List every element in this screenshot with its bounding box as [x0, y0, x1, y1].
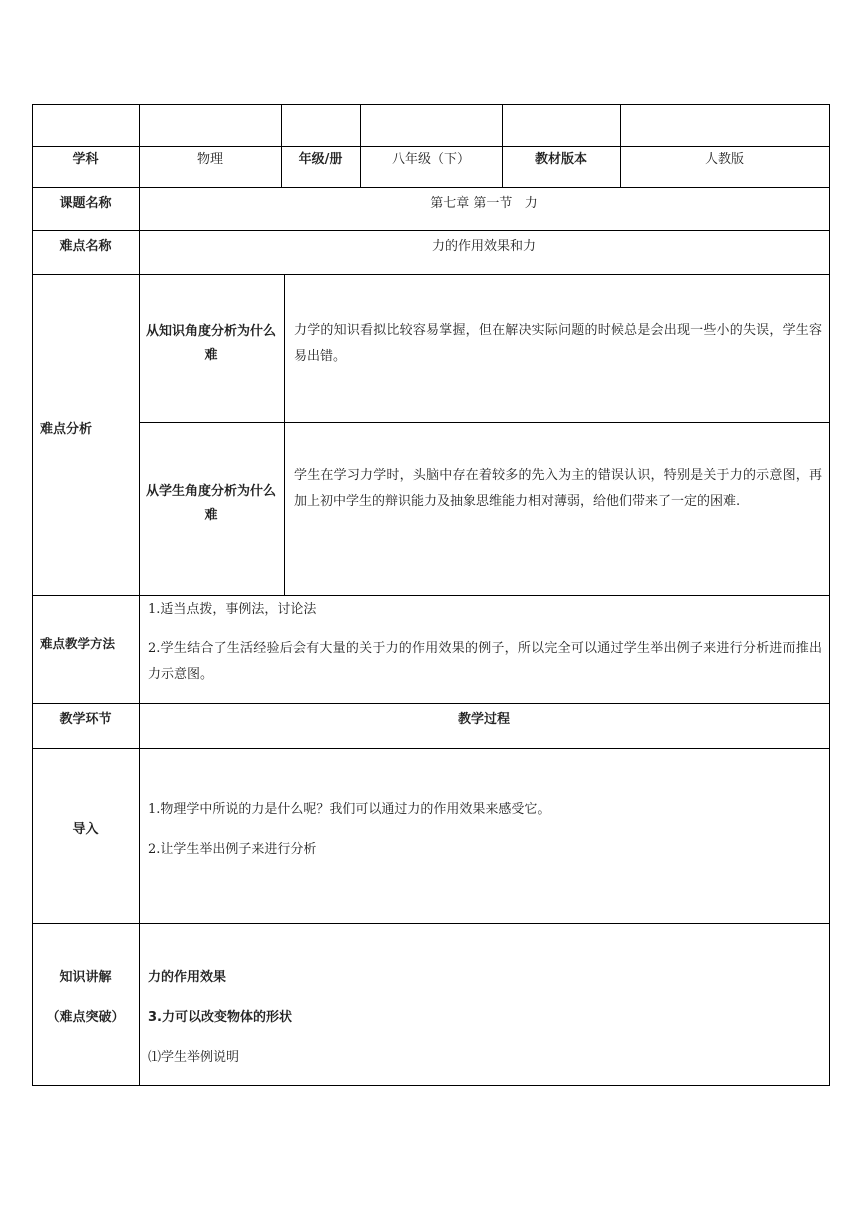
- table-rule: [32, 187, 830, 188]
- method-label: 难点教学方法: [40, 636, 116, 651]
- lesson-label: 课题名称: [59, 196, 112, 211]
- table-rule: [284, 274, 285, 595]
- knowledge-subheading: 3.力可以改变物体的形状: [148, 1010, 292, 1025]
- table-rule: [32, 274, 830, 275]
- lesson-value: 第七章 第一节 力: [430, 196, 538, 211]
- table-rule: [32, 595, 830, 596]
- method-item-2: 2.学生结合了生活经验后会有大量的关于力的作用效果的例子，所以完全可以通过学生举出例子来进行分析进而推出力示意图。: [148, 641, 822, 682]
- subject-label: 学科: [72, 152, 99, 167]
- knowledge-item-1: ⑴学生举例说明: [148, 1050, 240, 1065]
- intro-item-1: 1.物理学中所说的力是什么呢？我们可以通过力的作用效果来感受它。: [148, 802, 551, 817]
- knowledge-label: 知识讲解: [59, 970, 112, 985]
- table-rule: [32, 923, 830, 924]
- lesson-plan-table: [32, 104, 830, 1086]
- table-rule: [32, 748, 830, 749]
- knowledge-heading: 力的作用效果: [148, 970, 227, 985]
- edition-label: 教材版本: [534, 152, 587, 167]
- analysis-label: 难点分析: [40, 422, 93, 437]
- table-rule: [32, 104, 830, 105]
- student-angle-text: 学生在学习力学时，头脑中存在着较多的先入为主的错误认识，特别是关于力的示意图，再加上初中学生的辩识能力及抽象思维能力相对薄弱，给他们带来了一定的困难.: [294, 468, 822, 509]
- table-rule: [502, 104, 503, 187]
- difficulty-label: 难点名称: [59, 239, 112, 254]
- table-rule: [139, 422, 830, 423]
- difficulty-value: 力的作用效果和力: [431, 239, 536, 254]
- edition-value: 人教版: [704, 152, 744, 167]
- table-rule: [32, 703, 830, 704]
- table-rule: [829, 104, 830, 1086]
- knowledge-sublabel: （难点突破）: [46, 1010, 125, 1025]
- knowledge-angle-label: 从知识角度分析为什么难: [146, 324, 277, 363]
- grade-label: 年级/册: [298, 152, 343, 167]
- table-rule: [32, 1085, 830, 1086]
- table-rule: [32, 146, 830, 147]
- intro-label: 导入: [72, 822, 99, 837]
- table-rule: [281, 104, 282, 187]
- table-rule: [620, 104, 621, 187]
- table-rule: [32, 230, 830, 231]
- student-angle-label: 从学生角度分析为什么难: [146, 484, 277, 523]
- table-rule: [360, 104, 361, 187]
- grade-value: 八年级（下）: [391, 152, 470, 167]
- method-item-1: 1.适当点拨，事例法，讨论法: [148, 602, 317, 617]
- knowledge-angle-text: 力学的知识看拟比较容易掌握，但在解决实际问题的时候总是会出现一些小的失误，学生容易出错。: [294, 323, 822, 364]
- subject-value: 物理: [196, 152, 223, 167]
- intro-item-2: 2.让学生举出例子来进行分析: [148, 842, 317, 857]
- stage-header: 教学环节: [59, 712, 112, 727]
- process-header: 教学过程: [457, 712, 510, 727]
